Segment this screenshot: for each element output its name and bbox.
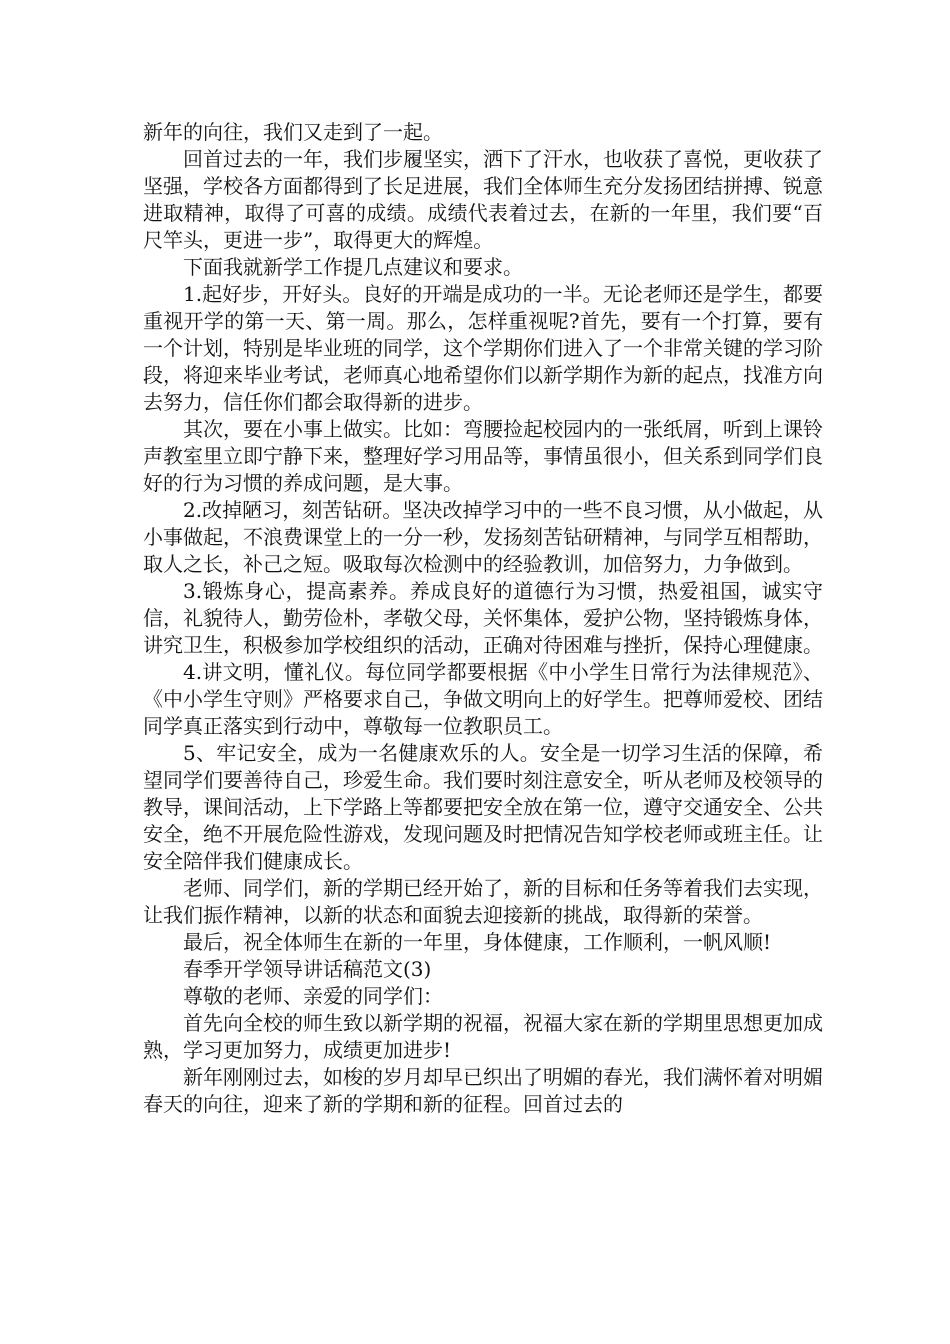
paragraph-1: 新年的向往，我们又走到了一起。 bbox=[143, 120, 443, 144]
paragraph-3: 下面我就新学工作提几点建议和要求。 bbox=[183, 255, 523, 279]
paragraph-5: 其次，要在小事上做实。比如：弯腰捡起校园内的一张纸屑，听到上课铃声教室里立即宁静下来，整理好学习用品等，事情虽很小，但关系到同学们良好的行为习惯的养成问题，是大事。 bbox=[143, 417, 823, 495]
paragraph-11: 最后，祝全体师生在新的一年里，身体健康，工作顺利，一帆风顺! bbox=[183, 930, 772, 954]
paragraph-2: 回首过去的一年，我们步履坚实，洒下了汗水，也收获了喜悦，更收获了坚强，学校各方面都得到了长足进展，我们全体师生充分发扬团结拼搏、锐意进取精神，取得了可喜的成绩。成绩代表着过去，在新的一年里，我们要“百尺竿头，更进一步”，取得更大的辉煌。 bbox=[143, 147, 823, 252]
section-heading: 春季开学领导讲话稿范文(3) bbox=[183, 957, 432, 981]
paragraph-7: 3.锻炼身心，提高素养。养成良好的道德行为习惯，热爱祖国，诚实守信，礼貌待人，勤劳俭朴，孝敬父母，关怀集体，爱护公物，坚持锻炼身体，讲究卫生，积极参加学校组织的活动，正确对待困难与挫折，保持心理健康。 bbox=[143, 579, 823, 657]
paragraph-6: 2.改掉陋习，刻苦钻研。坚决改掉学习中的一些不良习惯，从小做起，从小事做起，不浪费课堂上的一分一秒，发扬刻苦钻研精神，与同学互相帮助，取人之长，补己之短。吸取每次检测中的经验教训，加倍努力，力争做到。 bbox=[143, 498, 823, 576]
paragraph-14: 首先向全校的师生致以新学期的祝福，祝福大家在新的学期里思想更加成熟，学习更加努力，成绩更加进步! bbox=[143, 1011, 823, 1062]
paragraph-15: 新年刚刚过去，如梭的岁月却早已织出了明媚的春光，我们满怀着对明媚春天的向往，迎来了新的学期和新的征程。回首过去的 bbox=[143, 1065, 823, 1116]
paragraph-8: 4.讲文明，懂礼仪。每位同学都要根据《中小学生日常行为法律规范》、《中小学生守则》严格要求自己，争做文明向上的好学生。把尊师爱校、团结同学真正落实到行动中，尊敬每一位教职员工。 bbox=[143, 660, 823, 738]
document-body bbox=[143, 119, 823, 1118]
salutation: 尊敬的老师、亲爱的同学们： bbox=[183, 984, 443, 1008]
paragraph-4: 1.起好步，开好头。良好的开端是成功的一半。无论老师还是学生，都要重视开学的第一天、第一周。那么，怎样重视呢?首先，要有一个打算，要有一个计划，特别是毕业班的同学，这个学期你们进入了一个非常关键的学习阶段，将迎来毕业考试，老师真心地希望你们以新学期作为新的起点，找准方向去努力，信任你们都会取得新的进步。 bbox=[143, 282, 823, 414]
paragraph-9: 5、牢记安全，成为一名健康欢乐的人。安全是一切学习生活的保障，希望同学们要善待自己，珍爱生命。我们要时刻注意安全，听从老师及校领导的教导，课间活动，上下学路上等都要把安全放在第一位，遵守交通安全、公共安全，绝不开展危险性游戏，发现问题及时把情况告知学校老师或班主任。让安全陪伴我们健康成长。 bbox=[143, 741, 823, 873]
paragraph-10: 老师、同学们，新的学期已经开始了，新的目标和任务等着我们去实现，让我们振作精神，以新的状态和面貌去迎接新的挑战，取得新的荣誉。 bbox=[143, 876, 823, 927]
